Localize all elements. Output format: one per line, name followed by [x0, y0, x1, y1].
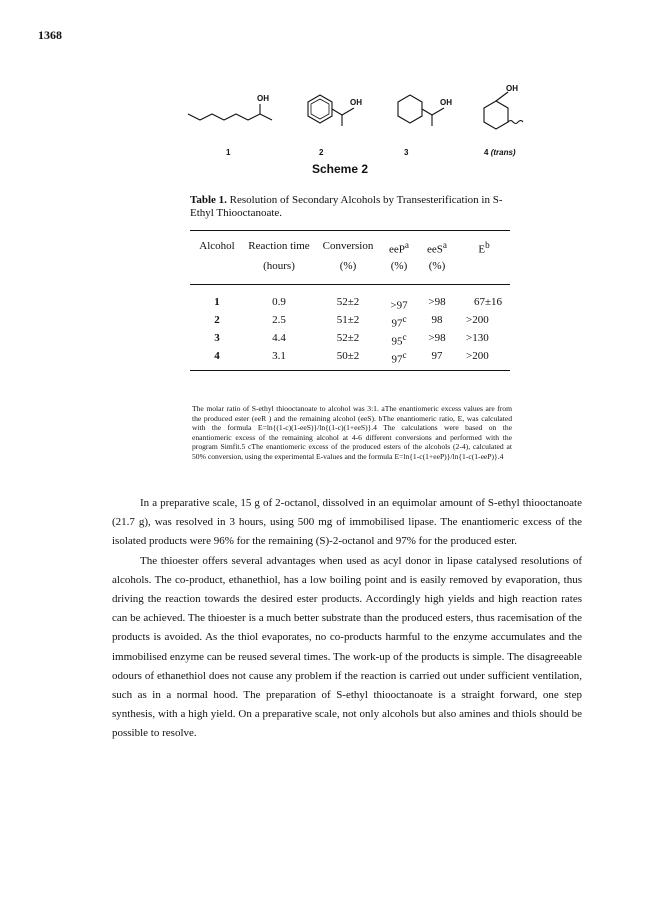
table-header-row — [190, 240, 510, 254]
body-paragraph: In a preparative scale, 15 g of 2-octanol, dissolved in an equimolar amount of S-ethyl thiooctanoate (21.7 g), was resolved in 3 hours, using 500 mg of immobilised lipase. The enantiomeric excess of the isolated products were 96% for the remaining (S)-2-octanol and 97% for the produced ester. — [112, 497, 582, 548]
structure-3 — [398, 95, 444, 126]
header-eep-label: eeP — [389, 243, 405, 256]
cell-ees: 98 — [431, 314, 443, 326]
cell-alcohol: 4 — [214, 350, 220, 362]
cell-eep-value: >97 — [390, 299, 408, 312]
cell-eep-sup: c — [402, 350, 407, 360]
scheme-structures — [180, 84, 540, 154]
cell-alcohol: 1 — [214, 296, 220, 308]
body-paragraph: The thioester offers several advantages when used as acyl donor in lipase catalysed resolutions of alcohols. The co-product, ethanethiol, has a low boiling point and is easily removed by evaporation, thus driving the reaction towards the desired ester products. Accordingly high yields and high reaction rates can be achieved. The thioester is a much better substrate than the produced esters, thus racemisation of the products is avoided. As the thiol evaporates, no co-products harmful to the enzyme accumulates and the immobilised enzyme can be reused several times. The work-up of the products is simple. The disagreeable odours of ethanethiol does not cause any problem if the reaction is carried out under sufficient ventilation, such as in a normal hood. The preparation of S-ethyl thiooctanoate is a straight forward, one step synthesis, with a high yield. On a preparative scale, not only alcohols but also amines and thiols should be possible to resolve. — [112, 554, 582, 740]
header-eep-sup: a — [404, 240, 409, 250]
table-bottom-rule — [190, 370, 510, 371]
header-ees — [418, 240, 456, 256]
header-e — [458, 240, 510, 256]
cell-conversion: 52±2 — [336, 332, 360, 344]
structure-1 — [188, 104, 272, 120]
cell-alcohol: 3 — [214, 332, 220, 344]
header-reaction-time: Reaction time — [248, 240, 310, 252]
cell-eep-value: 97 — [391, 353, 403, 366]
cell-time: 3.1 — [272, 350, 286, 362]
page-number: 1368 — [38, 28, 62, 42]
header-ees-sup: a — [442, 240, 447, 250]
cell-eep-value: 97 — [391, 317, 403, 330]
cell-ees: 97 — [431, 350, 443, 362]
table-row — [190, 332, 510, 346]
table-row — [190, 296, 510, 310]
cell-ees: >98 — [428, 332, 446, 344]
cell-time: 4.4 — [272, 332, 286, 344]
oh-label-4: OH — [506, 84, 518, 93]
table-caption — [190, 194, 520, 220]
table-footnote: The molar ratio of S-ethyl thiooctanoate to alcohol was 3:1. aThe enantiomeric excess values are from the produced ester (eeR ) and the remaining alcohol (eeS). bThe enantiomeric ratio, E, was calculated with the formula E=ln{(1-c)(1-eeS)}/ln{(1-c)(1+eeS)}.4 The calculations were based on the enantiomeric excess of the remaining alcohol at 4-6 different conversions and performed with the program Simfit.5 cThe enantiomeric excess of the produced esters of the alcohols (2-4), calculated at 50% conversion, using the experimental E-values and the formula E=ln{1-c(1+eeP)}/ln{1-c(1-eeP)}.4 — [192, 404, 512, 461]
table-caption-label: Table 1. — [190, 194, 227, 206]
cell-eep — [380, 332, 418, 348]
unit-eep: (%) — [390, 260, 408, 272]
cell-e: >200 — [466, 350, 489, 362]
cell-eep-sup: c — [402, 314, 407, 324]
cell-e: >200 — [466, 314, 489, 326]
oh-label-1: OH — [257, 94, 269, 103]
cell-e: >130 — [466, 332, 489, 344]
structure-4 — [484, 92, 523, 129]
oh-label-3: OH — [440, 98, 452, 107]
cell-alcohol: 2 — [214, 314, 220, 326]
table-top-rule — [190, 230, 510, 231]
cell-eep-sup: c — [402, 332, 407, 342]
compound-label-2: 2 — [319, 148, 324, 157]
header-ees-label: eeS — [427, 243, 443, 256]
table-row — [190, 314, 510, 328]
cell-time: 0.9 — [272, 296, 286, 308]
header-conversion: Conversion — [322, 240, 374, 252]
scheme-2 — [180, 84, 540, 194]
compound-label-4 — [484, 148, 516, 157]
cell-eep — [380, 350, 418, 366]
oh-label-2: OH — [350, 98, 362, 107]
cell-eep — [380, 296, 418, 312]
cell-ees: >98 — [428, 296, 446, 308]
unit-conversion: (%) — [339, 260, 357, 272]
scheme-title: Scheme 2 — [312, 162, 369, 176]
body-text — [112, 494, 582, 744]
cell-conversion: 52±2 — [336, 296, 360, 308]
compound-label-4-note: (trans) — [490, 148, 516, 157]
cell-eep — [380, 314, 418, 330]
header-e-label: E — [478, 243, 486, 256]
compound-label-1: 1 — [226, 148, 231, 157]
header-alcohol: Alcohol — [199, 240, 235, 252]
cell-conversion: 51±2 — [336, 314, 360, 326]
table-header-rule — [190, 284, 510, 285]
table-caption-text: Resolution of Secondary Alcohols by Transesterification in S-Ethyl Thiooctanoate. — [190, 194, 503, 219]
cell-time: 2.5 — [272, 314, 286, 326]
unit-ees: (%) — [428, 260, 446, 272]
cell-conversion: 50±2 — [336, 350, 360, 362]
compound-label-3: 3 — [404, 148, 409, 157]
header-e-sup: b — [485, 240, 490, 250]
unit-reaction-time: (hours) — [263, 260, 295, 272]
header-eep — [380, 240, 418, 256]
cell-eep-value: 95 — [391, 335, 403, 348]
compound-label-4-id: 4 — [484, 148, 489, 157]
cell-e: 67±16 — [473, 296, 502, 308]
table-units-row — [190, 260, 510, 274]
table-row — [190, 350, 510, 364]
structure-2 — [308, 95, 354, 126]
